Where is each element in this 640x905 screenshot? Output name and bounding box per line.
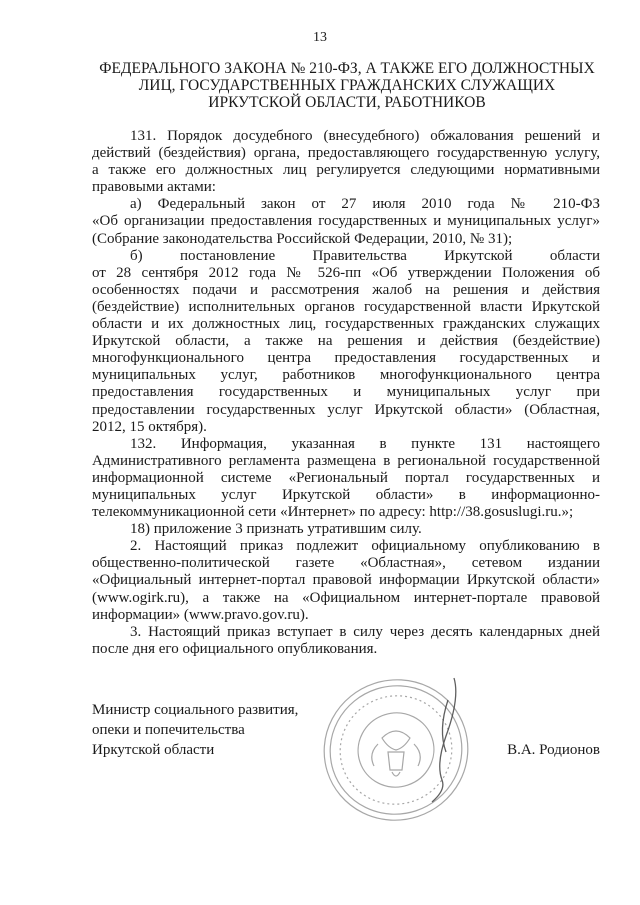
signatory-title-line: опеки и попечительства xyxy=(92,722,245,738)
heading-line: ИРКУТСКОЙ ОБЛАСТИ, РАБОТНИКОВ xyxy=(208,94,486,111)
body-line: особенностях подачи и рассмотрения жалоб на решения и действия xyxy=(92,281,600,298)
signature-block xyxy=(92,700,600,760)
body-line: общественно-политической газете «Областная», сетевом издании xyxy=(92,555,600,572)
body-line: 3. Настоящий приказ вступает в силу через десять календарных дней xyxy=(130,623,600,640)
body-text xyxy=(92,128,600,658)
body-line: предоставления государственных и муниципальных услуг при xyxy=(92,384,600,401)
body-line: многофункционального центра предоставления государственных и xyxy=(92,350,600,367)
body-line: 18) приложение 3 признать утратившим силу. xyxy=(130,521,422,538)
body-line: 2012, 15 октября). xyxy=(92,418,207,435)
body-line: «Об организации предоставления государственных и муниципальных услуг» xyxy=(92,213,600,230)
body-line: информационной системе «Региональный портал государственных и xyxy=(92,469,600,486)
body-line: предоставлении государственных услуг Иркутской области» (Областная, xyxy=(92,401,600,418)
body-line: информации» (www.pravo.gov.ru). xyxy=(92,606,309,623)
body-line: 132. Информация, указанная в пункте 131 настоящего xyxy=(130,435,600,452)
body-line: (www.ogirk.ru), а также на «Официальном интернет-портале правовой xyxy=(92,589,600,606)
body-line: телекоммуникационной сети «Интернет» по адресу: http://38.gosuslugi.ru.»; xyxy=(92,504,574,521)
heading-line: ФЕДЕРАЛЬНОГО ЗАКОНА № 210-ФЗ, А ТАКЖЕ ЕГО ДОЛЖНОСТНЫХ xyxy=(99,60,595,77)
body-line: а также его должностных лиц регулируется следующими нормативными xyxy=(92,162,600,179)
body-line: (Собрание законодательства Российской Федерации, 2010, № 31); xyxy=(92,230,513,247)
body-line: от 28 сентября 2012 года № 526-пп «Об утверждении Положения об xyxy=(92,264,600,281)
page-number: 13 xyxy=(313,30,327,45)
signatory-name: В.А. Родионов xyxy=(507,742,600,758)
body-line: «Официальный интернет-портал правовой информации Иркутской области» xyxy=(92,572,600,589)
body-line: 2. Настоящий приказ подлежит официальному опубликованию в xyxy=(130,538,600,555)
body-line: Иркутской области, а также на решения и действия (бездействие) xyxy=(92,333,600,350)
body-line: области и их должностных лиц, государственных гражданских служащих xyxy=(92,316,600,333)
body-line: муниципальных услуг Иркутской области» в информационно- xyxy=(92,486,600,503)
body-line: действий (бездействия) органа, предоставляющего государственную услугу, xyxy=(92,145,600,162)
body-line: муниципальных услуг, работников многофункционального центра xyxy=(92,367,600,384)
body-line: после дня его официального опубликования. xyxy=(92,640,378,657)
body-line: а) Федеральный закон от 27 июля 2010 года № 210-ФЗ xyxy=(130,196,600,213)
heading-line: ЛИЦ, ГОСУДАРСТВЕННЫХ ГРАЖДАНСКИХ СЛУЖАЩИХ xyxy=(138,77,556,94)
body-line: 131. Порядок досудебного (внесудебного) обжалования решений и xyxy=(130,128,600,144)
body-line: (бездействие) исполнительных органов государственной власти Иркутской xyxy=(92,298,600,315)
body-line: б) постановление Правительства Иркутской области xyxy=(130,247,600,264)
body-line: Административного регламента размещена в региональной государственной xyxy=(92,452,600,469)
signatory-title-line: Иркутской области xyxy=(92,742,215,758)
body-line: правовыми актами: xyxy=(92,179,216,196)
section-heading xyxy=(92,60,602,111)
signatory-title-line: Министр социального развития, xyxy=(92,702,299,718)
